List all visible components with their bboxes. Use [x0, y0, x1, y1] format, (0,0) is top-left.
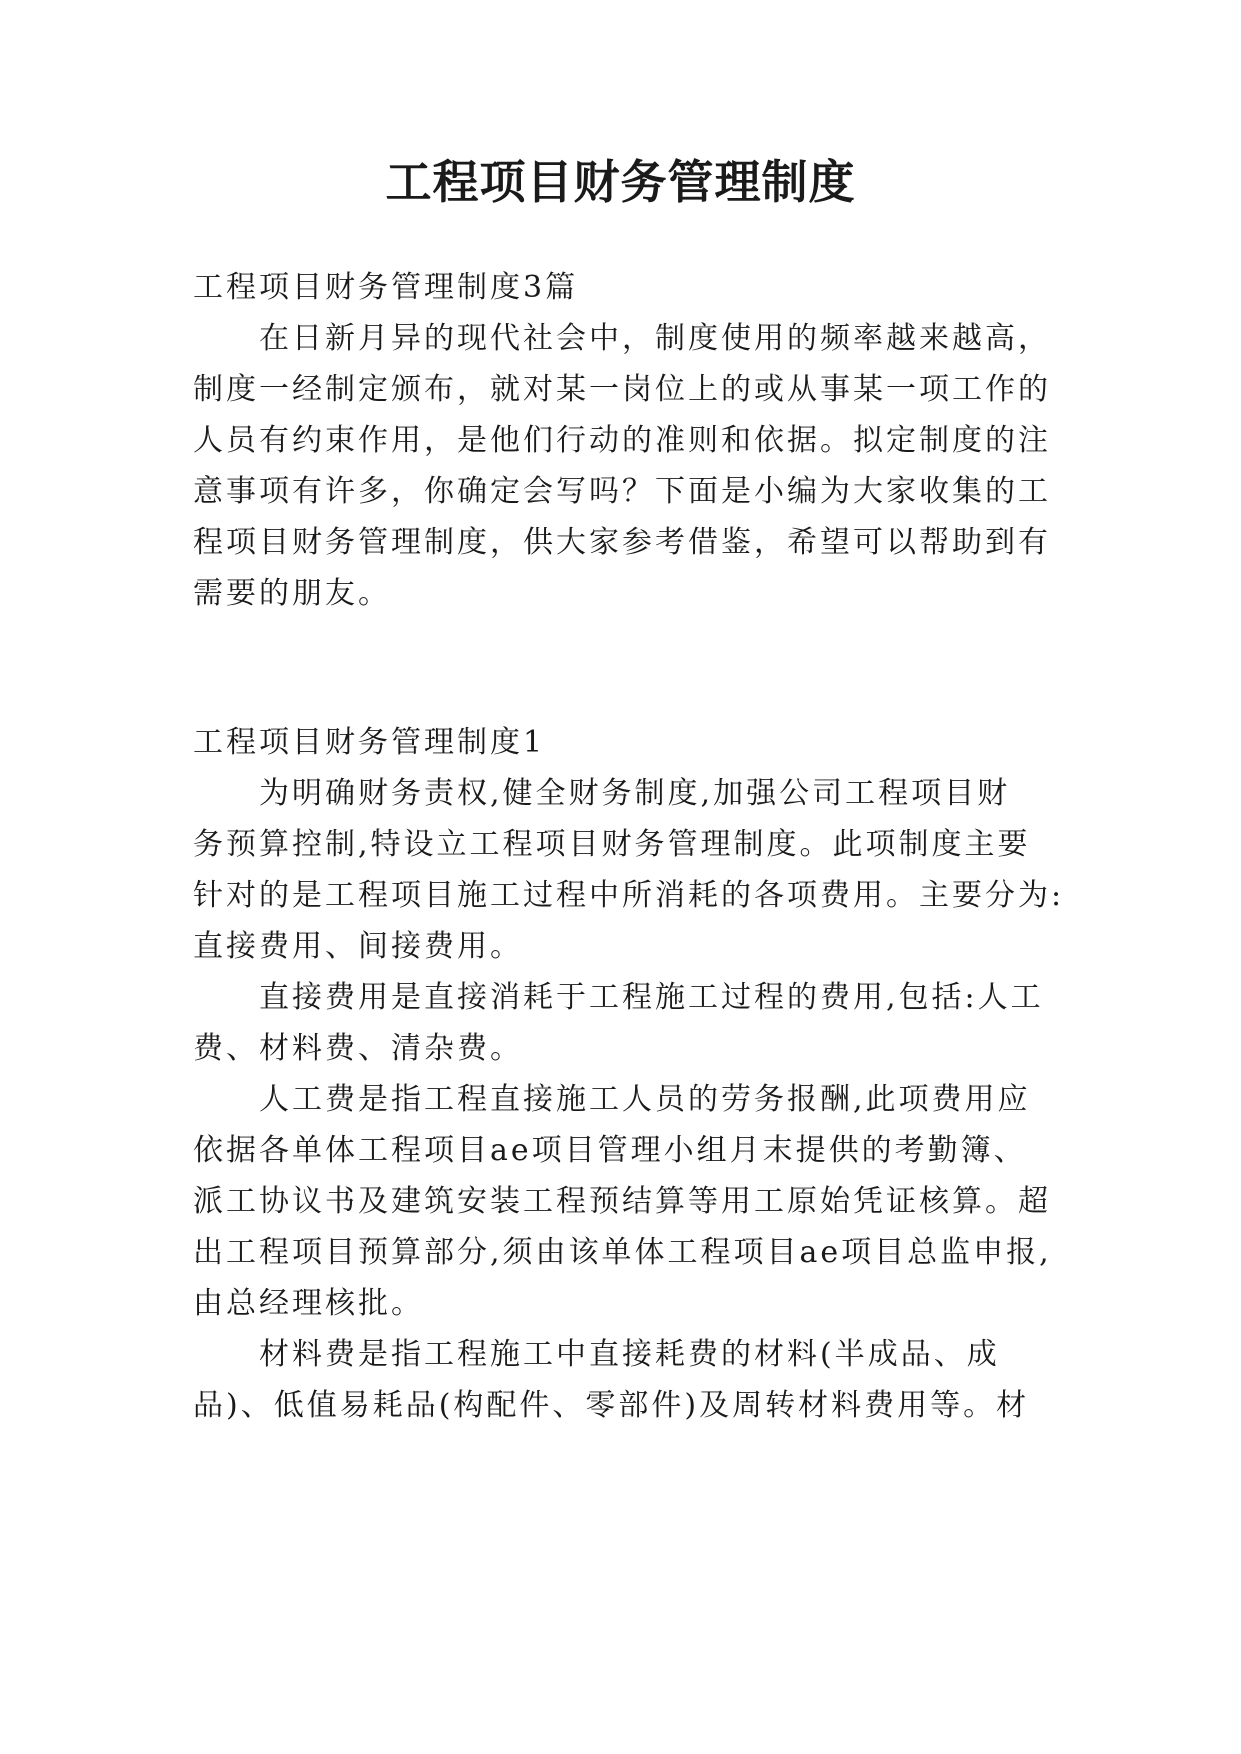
- paragraph-line: 程项目财务管理制度，供大家参考借鉴，希望可以帮助到有: [193, 525, 1051, 560]
- paragraph-1: [193, 768, 1073, 972]
- paragraph-line: 由总经理核批。: [193, 1286, 424, 1321]
- paragraph-line: 人工费是指工程直接施工人员的劳务报酬,此项费用应: [259, 1082, 1031, 1117]
- paragraph-line: 针对的是工程项目施工过程中所消耗的各项费用。主要分为:: [193, 878, 1065, 913]
- paragraph-line: 为明确财务责权,健全财务制度,加强公司工程项目财: [259, 776, 1011, 811]
- section-heading: [193, 717, 1073, 768]
- paragraph-line: 派工协议书及建筑安装工程预结算等用工原始凭证核算。超: [193, 1184, 1051, 1219]
- page-title: 工程项目财务管理制度: [385, 155, 856, 209]
- paragraph-line: 品)、低值易耗品(构配件、零部件)及周转材料费用等。材: [193, 1388, 1030, 1423]
- paragraph-4: [193, 1329, 1073, 1431]
- paragraph-line: 制度一经制定颁布，就对某一岗位上的或从事某一项工作的: [193, 372, 1051, 407]
- paragraph-line: 需要的朋友。: [193, 576, 391, 611]
- paragraph-line: 直接费用是直接消耗于工程施工过程的费用,包括:人工: [259, 980, 1044, 1015]
- section-heading-line: 工程项目财务管理制度1: [193, 725, 546, 760]
- paragraph-line: 材料费是指工程施工中直接耗费的材料(半成品、成: [259, 1337, 1000, 1372]
- paragraph-line: 依据各单体工程项目ae项目管理小组月末提供的考勤簿、: [193, 1133, 1027, 1168]
- paragraph-3: [193, 1074, 1073, 1329]
- document-subtitle: [193, 262, 1073, 313]
- paragraph-line: 务预算控制,特设立工程项目财务管理制度。此项制度主要: [193, 827, 1031, 862]
- paragraph-line: 直接费用、间接费用。: [193, 929, 523, 964]
- paragraph-line: 意事项有许多，你确定会写吗？下面是小编为大家收集的工: [193, 474, 1051, 509]
- paragraph-line: 出工程项目预算部分,须由该单体工程项目ae项目总监申报,: [193, 1235, 1052, 1270]
- paragraph-2: [193, 972, 1073, 1074]
- paragraph-line: 人员有约束作用，是他们行动的准则和依据。拟定制度的注: [193, 423, 1051, 458]
- intro-paragraph: [193, 313, 1073, 619]
- paragraph-line: 在日新月异的现代社会中，制度使用的频率越来越高，: [259, 321, 1051, 356]
- subtitle-line: 工程项目财务管理制度3篇: [193, 270, 579, 305]
- paragraph-line: 费、材料费、清杂费。: [193, 1031, 523, 1066]
